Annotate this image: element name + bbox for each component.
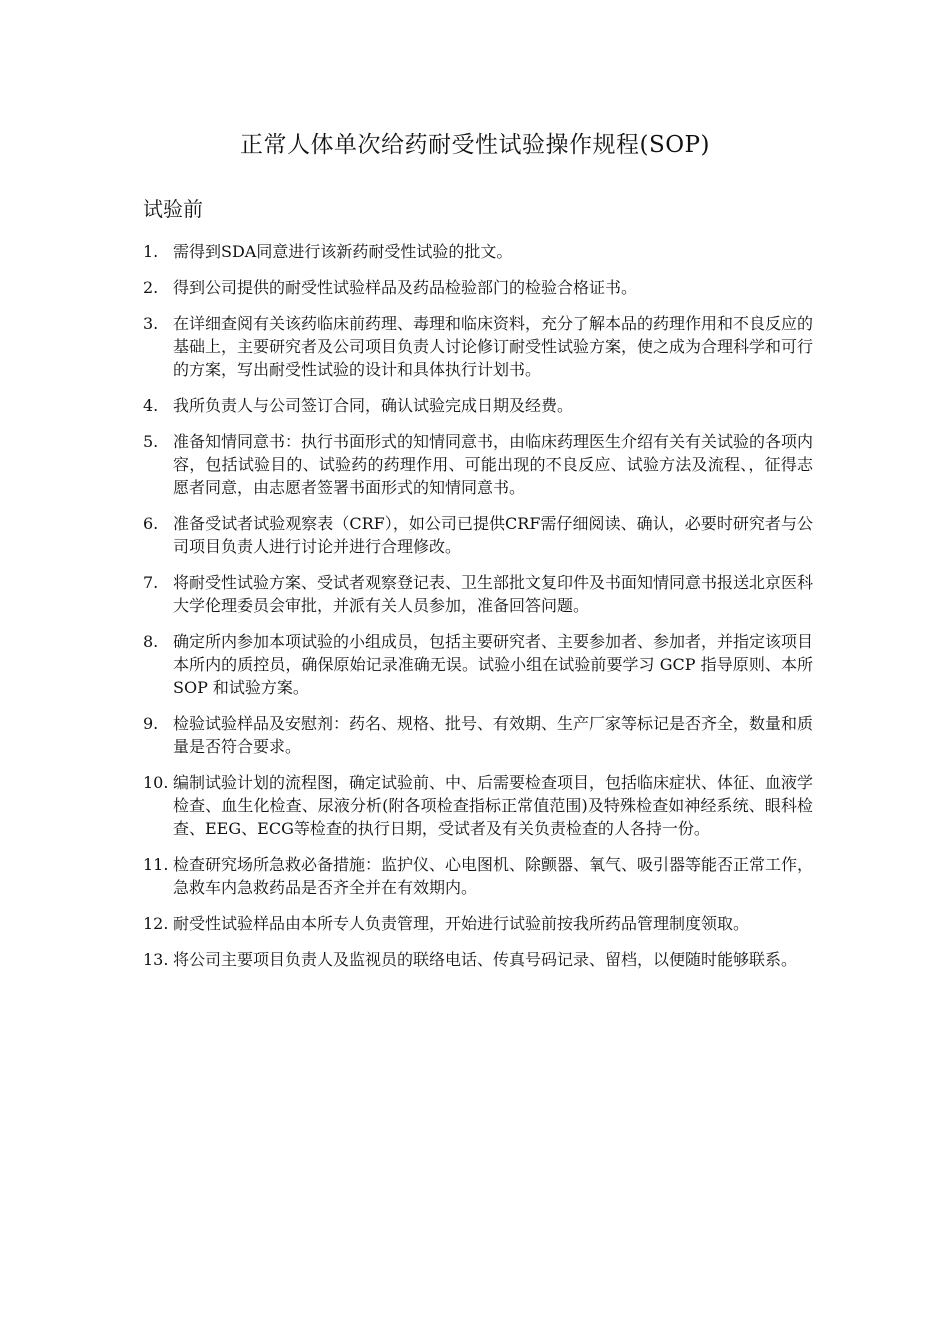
list-item-number: 10. — [143, 773, 169, 792]
section-heading: 试验前 — [143, 197, 203, 221]
list-item — [143, 512, 813, 558]
list-item-text: 耐受性试验样品由本所专人负责管理，开始进行试验前按我所药品管理制度领取。 — [173, 914, 750, 934]
list-item — [143, 912, 813, 935]
list-item — [143, 853, 813, 899]
list-item-number: 7. — [143, 572, 159, 592]
list-item-number: 12. — [143, 914, 169, 934]
list-item — [143, 571, 813, 617]
list-item-text: 将公司主要项目负责人及监视员的联络电话、传真号码记录、留档，以便随时能够联系。 — [173, 950, 798, 969]
list-item-text: 将耐受性试验方案、受试者观察登记表、卫生部批文复印件及书面知情同意书报送北京医科大学伦理委员会审批，并派有关人员参加，准备回答问题。 — [173, 572, 814, 615]
list-item-number: 4. — [143, 395, 159, 415]
list-item-text: 编制试验计划的流程图，确定试验前、中、后需要检查项目，包括临床症状、体征、血液学检查、血生化检查、尿液分析(附各项检查指标正常值范围)及特殊检查如神经系统、眼科检查、EEG、ECG等检查的执行日期，受试者及有关负责检查的人各持一份。 — [173, 773, 814, 839]
list-item-number: 2. — [143, 277, 159, 297]
list-item-text: 检查研究场所急救必备措施：监护仪、心电图机、除颤器、氧气、吸引器等能否正常工作，急救车内急救药品是否齐全并在有效期内。 — [173, 855, 814, 898]
list-item-number: 1. — [143, 242, 159, 261]
list-item — [143, 240, 813, 263]
document-title: 正常人体单次给药耐受性试验操作规程(SOP) — [239, 132, 711, 158]
list-item — [143, 312, 813, 382]
list-item-number: 8. — [143, 631, 159, 651]
list-item-number: 13. — [143, 950, 169, 969]
list-item — [143, 630, 813, 700]
list-item — [143, 712, 813, 758]
list-item — [143, 394, 813, 417]
list-item-text: 我所负责人与公司签订合同，确认试验完成日期及经费。 — [173, 395, 574, 415]
list-item-text: 需得到SDA同意进行该新药耐受性试验的批文。 — [173, 242, 513, 261]
list-item-text: 准备受试者试验观察表（CRF），如公司已提供CRF需仔细阅读、确认，必要时研究者与公司项目负责人进行讨论并进行合理修改。 — [173, 513, 813, 556]
list-item-text: 准备知情同意书：执行书面形式的知情同意书，由临床药理医生介绍有关有关试验的各项内容，包括试验目的、试验药的药理作用、可能出现的不良反应、试验方法及流程、，征得志愿者同意，由志愿者签署书面形式的知情同意书。 — [173, 431, 814, 497]
list-item-text: 检验试验样品及安慰剂：药名、规格、批号、有效期、生产厂家等标记是否齐全，数量和质量是否符合要求。 — [173, 714, 814, 757]
list-item — [143, 771, 813, 841]
list-item-number: 6. — [143, 513, 159, 533]
list-item-number: 9. — [143, 714, 159, 733]
list-item-text: 在详细查阅有关该药临床前药理、毒理和临床资料，充分了解本品的药理作用和不良反应的基础上，主要研究者及公司项目负责人讨论修订耐受性试验方案，使之成为合理科学和可行的方案，写出耐受性试验的设计和具体执行计划书。 — [173, 313, 814, 379]
list-item-number: 11. — [143, 855, 169, 875]
procedure-list — [143, 240, 813, 984]
list-item — [143, 276, 813, 299]
list-item — [143, 948, 813, 971]
list-item-number: 3. — [143, 313, 159, 333]
list-item-text: 确定所内参加本项试验的小组成员，包括主要研究者、主要参加者、参加者，并指定该项目本所内的质控员，确保原始记录准确无误。试验小组在试验前要学习 GCP 指导原则、本所 SOP 和试验方案。 — [173, 631, 814, 698]
list-item-text: 得到公司提供的耐受性试验样品及药品检验部门的检验合格证书。 — [173, 277, 638, 297]
list-item — [143, 430, 813, 500]
list-item-number: 5. — [143, 431, 159, 451]
